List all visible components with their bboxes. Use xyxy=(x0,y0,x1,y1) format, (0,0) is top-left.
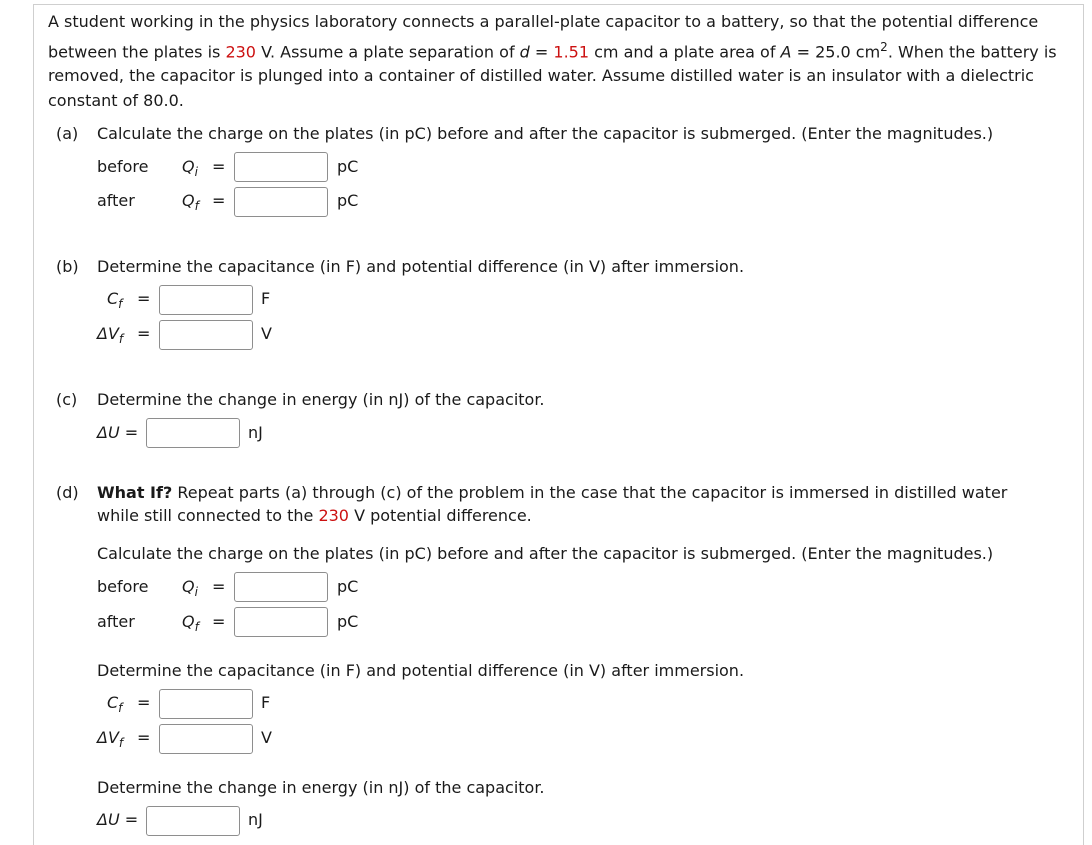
part-b-label: (b) xyxy=(56,257,79,276)
part-a-question: Calculate the charge on the plates (in pC) before and after the capacitor is submerged. (Enter the magnitudes.) xyxy=(97,124,994,143)
equals-sign: = xyxy=(529,41,554,61)
part-d-capacitance-question: Determine the capacitance (in F) and potential difference (in V) after immersion. xyxy=(97,661,745,680)
area-symbol: A xyxy=(780,41,792,61)
intro-text-4: = 25.0 cm xyxy=(791,41,881,61)
unit-farad: F xyxy=(261,289,271,308)
given-separation: 1.51 xyxy=(553,41,590,61)
qf-symbol: $Q_f$ xyxy=(182,612,199,635)
part-b-capacitance-input[interactable] xyxy=(159,285,253,315)
part-d-label: (d) xyxy=(56,483,79,502)
du-symbol: ΔU = xyxy=(97,423,139,442)
dvf-symbol: $\Delta V_f$ xyxy=(97,324,124,347)
cf-symbol: $C_f$ xyxy=(107,289,123,312)
after-label: after xyxy=(97,612,135,631)
part-d-qf-input[interactable] xyxy=(234,607,328,637)
intro-text-5: . When the battery is removed, the capacitor is plunged into a container of distilled water. Assume distilled water is an insulator with a dielectric constant of 80.0. xyxy=(48,41,1057,110)
part-c-question: Determine the change in energy (in nJ) of the capacitor. xyxy=(97,390,545,409)
part-d-question-line2: while still connected to the 230 V potential difference. xyxy=(97,506,532,525)
given-voltage: 230 xyxy=(318,506,349,525)
equals-sign: = xyxy=(212,191,226,210)
qi-symbol: $Q_i$ xyxy=(182,157,198,180)
intro-text-3: cm and a plate area of xyxy=(589,41,781,61)
equals-sign: = xyxy=(137,728,151,747)
after-label: after xyxy=(97,191,135,210)
unit-pc: pC xyxy=(337,577,359,596)
unit-nj: nJ xyxy=(248,423,263,442)
part-d-qi-input[interactable] xyxy=(234,572,328,602)
part-d-energy-input[interactable] xyxy=(146,806,240,836)
cf-symbol: $C_f$ xyxy=(107,693,123,716)
intro-text-2: V. Assume a plate separation of xyxy=(255,41,520,61)
part-b-question: Determine the capacitance (in F) and potential difference (in V) after immersion. xyxy=(97,257,745,276)
equals-sign: = xyxy=(212,577,226,596)
unit-pc: pC xyxy=(337,612,359,631)
what-if-heading: What If? xyxy=(97,483,173,502)
equals-sign: = xyxy=(137,324,151,343)
before-label: before xyxy=(97,157,149,176)
part-c-energy-input[interactable] xyxy=(146,418,240,448)
part-c-label: (c) xyxy=(56,390,78,409)
part-d-capacitance-input[interactable] xyxy=(159,689,253,719)
qi-symbol: $Q_i$ xyxy=(182,577,198,600)
unit-farad: F xyxy=(261,693,271,712)
part-d-energy-question: Determine the change in energy (in nJ) of the capacitor. xyxy=(97,778,545,797)
part-d-question-line1: What If? Repeat parts (a) through (c) of the problem in the case that the capacitor is immersed in distilled water xyxy=(97,483,1008,502)
part-d-voltage-input[interactable] xyxy=(159,724,253,754)
part-a-qf-input[interactable] xyxy=(234,187,328,217)
before-label: before xyxy=(97,577,149,596)
equals-sign: = xyxy=(212,157,226,176)
problem-statement xyxy=(48,10,1078,113)
unit-pc: pC xyxy=(337,157,359,176)
unit-volt: V xyxy=(261,728,272,747)
unit-nj: nJ xyxy=(248,810,263,829)
du-symbol: ΔU = xyxy=(97,810,139,829)
part-a-label: (a) xyxy=(56,124,79,143)
part-d-charge-question: Calculate the charge on the plates (in pC) before and after the capacitor is submerged. (Enter the magnitudes.) xyxy=(97,544,994,563)
equals-sign: = xyxy=(137,289,151,308)
unit-volt: V xyxy=(261,324,272,343)
separation-symbol: d xyxy=(519,41,530,61)
equals-sign: = xyxy=(137,693,151,712)
unit-pc: pC xyxy=(337,191,359,210)
given-voltage: 230 xyxy=(225,41,256,61)
squared-exponent: 2 xyxy=(880,39,888,54)
qf-symbol: $Q_f$ xyxy=(182,191,199,214)
part-a-qi-input[interactable] xyxy=(234,152,328,182)
part-b-voltage-input[interactable] xyxy=(159,320,253,350)
equals-sign: = xyxy=(212,612,226,631)
dvf-symbol: $\Delta V_f$ xyxy=(97,728,124,751)
intro-text-1: A student working in the physics laboratory connects a parallel-plate capacitor to a battery, so that the potential difference between the plates is xyxy=(48,12,1039,61)
